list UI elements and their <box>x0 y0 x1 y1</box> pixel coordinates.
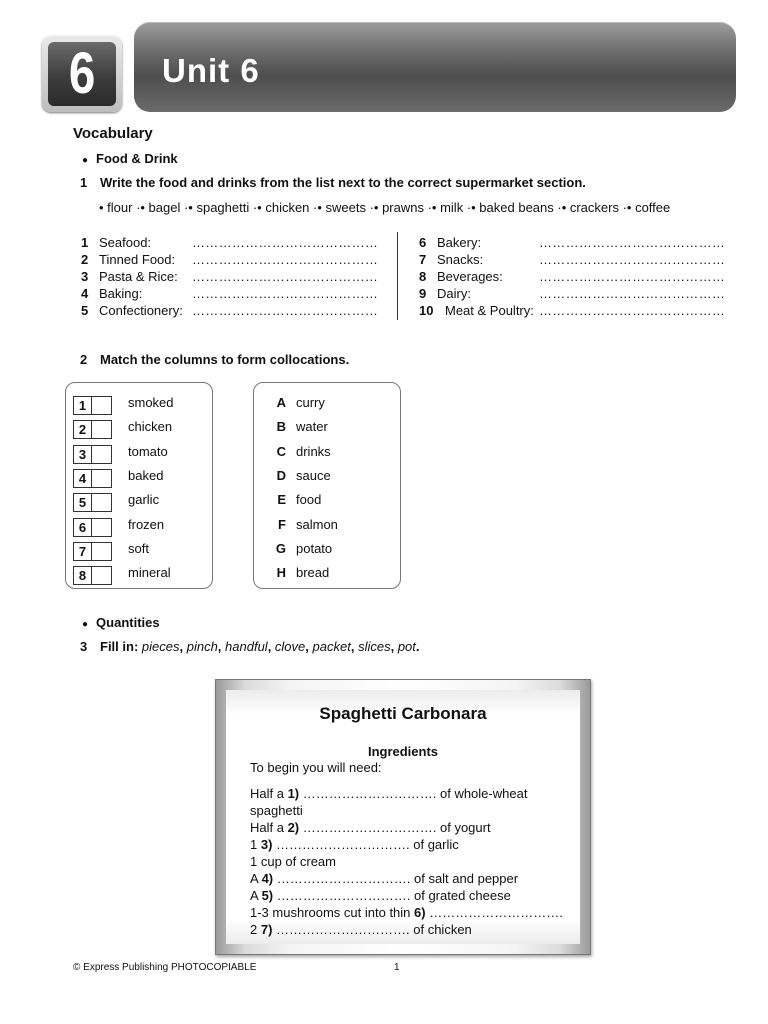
recipe-line <box>250 871 518 886</box>
recipe-line-post: of salt and pepper <box>410 871 519 886</box>
task3-word: slices <box>358 639 391 654</box>
recipe-line-pre: 1-3 mushrooms cut into thin <box>250 905 415 920</box>
recipe-line-post: of whole-wheat <box>436 786 528 801</box>
match-right-item <box>264 564 329 582</box>
answer-box[interactable] <box>73 396 112 415</box>
match-left-word: garlic <box>128 492 160 508</box>
recipe-line <box>250 905 563 920</box>
task2-number: 2 <box>80 352 88 367</box>
task1-row-left <box>81 251 391 268</box>
answer-box-number: 1 <box>74 397 92 414</box>
recipe-gap-number: 5) <box>261 888 274 903</box>
match-left-word: tomato <box>128 443 168 459</box>
recipe-line-post: of yogurt <box>436 820 491 835</box>
recipe-line-pre: A <box>250 888 262 903</box>
answer-box-number: 4 <box>74 470 92 487</box>
answer-box[interactable] <box>73 542 112 561</box>
recipe-gap: …………………………. <box>299 786 437 801</box>
match-right-word: drinks <box>296 443 331 459</box>
task3-separator: . <box>415 639 420 654</box>
task3-number: 3 <box>80 639 88 654</box>
answer-box-number: 5 <box>74 494 92 511</box>
recipe-line <box>250 803 303 818</box>
answer-box-number: 3 <box>74 446 92 463</box>
recipe-line-post: of chicken <box>409 922 472 937</box>
recipe-line-pre: 2 <box>250 922 261 937</box>
task1-row-right <box>419 268 726 285</box>
recipe-line-pre: 1 <box>250 837 261 852</box>
match-right-word: food <box>296 492 322 508</box>
match-right-item <box>264 418 328 436</box>
match-right-word: bread <box>296 565 330 581</box>
match-right-item <box>264 443 331 461</box>
task3-separator: , <box>267 639 275 654</box>
match-left-word: mineral <box>128 565 171 581</box>
footer-copyright: © Express Publishing PHOTOCOPIABLE <box>73 962 257 973</box>
match-right-letter: F <box>278 516 286 532</box>
food-drink-heading-text: Food & Drink <box>96 151 178 166</box>
answer-box-number: 8 <box>74 567 92 584</box>
task1-row-label: Dairy: <box>437 286 471 301</box>
recipe-gap-number: 7) <box>260 922 273 937</box>
match-right-item <box>264 516 338 534</box>
match-left-word: baked <box>128 467 164 483</box>
match-right-box <box>253 382 401 589</box>
task1-word-list: • flour ·• bagel ·• spaghetti ·• chicken ·• sweets ·• prawns ·• milk ·• baked beans ·• crackers ·• coffee <box>99 200 671 215</box>
task1-row-left <box>81 285 391 302</box>
answer-box-number: 2 <box>74 421 92 438</box>
unit-badge <box>42 36 122 112</box>
match-right-item <box>264 540 332 558</box>
task3-separator: , <box>350 639 359 654</box>
recipe-intro: To begin you will need: <box>250 760 382 775</box>
match-right-word: potato <box>296 540 333 556</box>
recipe-line-post: of grated cheese <box>410 888 511 903</box>
task3-separator: , <box>305 639 313 654</box>
recipe-gap: …………………………. <box>299 820 437 835</box>
recipe-line-pre: Half a <box>250 820 288 835</box>
task3-separator: , <box>390 639 398 654</box>
recipe-line-pre: Half a <box>250 786 288 801</box>
match-right-word: water <box>296 419 328 435</box>
answer-box-number: 6 <box>74 519 92 536</box>
task3-word: pieces <box>141 639 180 654</box>
recipe-gap-number: 1) <box>287 786 300 801</box>
recipe-line <box>250 922 472 937</box>
task1-row-right <box>419 234 726 251</box>
task3-fill-in-label: Fill in: <box>100 639 139 654</box>
match-right-letter: E <box>277 492 286 508</box>
recipe-line <box>250 888 511 903</box>
task3-word: pinch <box>186 639 218 654</box>
recipe-card <box>215 679 591 955</box>
task1-answer-line: …………………………………… <box>539 286 726 301</box>
task1-row-label: Pasta & Rice: <box>99 269 178 284</box>
task1-row-number: 3 <box>81 269 89 284</box>
match-right-letter: D <box>276 467 286 483</box>
task1-row-left <box>81 268 391 285</box>
task2-instruction <box>80 352 349 367</box>
task1-row-label: Snacks: <box>437 252 484 267</box>
task1-instruction <box>80 175 586 190</box>
task1-answer-line: …………………………………… <box>539 269 726 284</box>
task1-row-number: 2 <box>81 252 89 267</box>
task3-separator: , <box>217 639 226 654</box>
answer-box[interactable] <box>73 469 112 488</box>
answer-box[interactable] <box>73 518 112 537</box>
recipe-line <box>250 837 459 852</box>
task1-row-right <box>419 302 726 319</box>
task1-row-number: 1 <box>81 235 89 250</box>
task1-answer-line: …………………………………… <box>192 235 379 250</box>
recipe-subtitle: Ingredients <box>367 744 439 759</box>
match-right-letter: H <box>276 565 286 581</box>
column-divider <box>397 232 398 320</box>
match-left-word: soft <box>128 540 149 556</box>
task1-row-number: 5 <box>81 303 89 318</box>
recipe-gap: …………………………. <box>272 922 410 937</box>
answer-box[interactable] <box>73 493 112 512</box>
unit-badge-inner <box>48 42 116 106</box>
recipe-gap: …………………………. <box>273 871 411 886</box>
task1-row-label: Confectionery: <box>99 303 183 318</box>
footer-page-number: 1 <box>394 962 400 973</box>
task1-row-label: Seafood: <box>99 235 152 250</box>
recipe-line-post: of garlic <box>409 837 459 852</box>
task1-answer-line: …………………………………… <box>192 269 379 284</box>
task1-answer-line: …………………………………… <box>539 235 726 250</box>
match-right-item <box>264 491 321 509</box>
task1-row-number: 9 <box>419 286 427 301</box>
recipe-line-pre: 1 cup of cream <box>250 854 336 869</box>
bullet-icon: ● <box>82 155 89 166</box>
vocabulary-heading: Vocabulary <box>73 125 153 142</box>
task1-row-right <box>419 285 726 302</box>
task3-instruction <box>80 639 420 654</box>
match-right-word: sauce <box>296 467 331 483</box>
answer-box-number: 7 <box>74 543 92 560</box>
task1-row-label: Bakery: <box>437 235 482 250</box>
task1-row-number: 10 <box>419 303 434 318</box>
match-left-word: chicken <box>128 419 173 435</box>
recipe-gap-number: 6) <box>414 905 426 920</box>
task1-number: 1 <box>80 175 88 190</box>
task3-word: clove <box>274 639 306 654</box>
recipe-line <box>250 786 527 801</box>
task1-row-number: 7 <box>419 252 427 267</box>
task1-row-right <box>419 251 726 268</box>
task3-words <box>142 639 420 654</box>
match-right-letter: C <box>276 443 286 459</box>
task1-row-label: Beverages: <box>437 269 503 284</box>
unit-banner <box>134 22 736 112</box>
recipe-line-pre: spaghetti <box>250 803 303 818</box>
task2-instruction-text: Match the columns to form collocations. <box>100 352 350 367</box>
task3-word: pot <box>397 639 416 654</box>
match-right-word: salmon <box>296 516 338 532</box>
recipe-card-inner <box>226 690 580 944</box>
match-right-item <box>264 467 331 485</box>
task3-separator: , <box>179 639 187 654</box>
task1-answer-line: …………………………………… <box>539 252 726 267</box>
answer-box[interactable] <box>73 420 112 439</box>
task1-answer-line: …………………………………… <box>539 303 726 318</box>
task1-answer-line: …………………………………… <box>192 303 379 318</box>
task1-answer-line: …………………………………… <box>192 286 379 301</box>
recipe-line <box>250 854 336 869</box>
task1-row-label: Baking: <box>99 286 143 301</box>
answer-box[interactable] <box>73 445 112 464</box>
match-right-letter: B <box>276 419 286 435</box>
recipe-gap: …………………………. <box>272 837 410 852</box>
match-left-word: smoked <box>128 395 174 410</box>
recipe-gap-number: 4) <box>261 871 274 886</box>
match-left-word: frozen <box>128 516 165 532</box>
task1-row-label: Tinned Food: <box>99 252 176 267</box>
match-right-letter: G <box>275 540 286 556</box>
task1-row-number: 6 <box>419 235 427 250</box>
recipe-gap-number: 3) <box>260 837 273 852</box>
task1-row-left <box>81 234 391 251</box>
match-right-word: curry <box>296 395 325 410</box>
task1-row-left <box>81 302 391 319</box>
recipe-title: Spaghetti Carbonara <box>319 704 487 723</box>
answer-box[interactable] <box>73 566 112 585</box>
recipe-line-pre: A <box>250 871 262 886</box>
match-right-letter: A <box>276 395 286 410</box>
task1-answer-line: …………………………………… <box>192 252 379 267</box>
recipe-gap-number: 2) <box>287 820 300 835</box>
food-drink-heading <box>82 151 178 166</box>
recipe-gap: …………………………. <box>425 905 563 920</box>
match-right-item <box>264 394 325 412</box>
task1-row-number: 4 <box>81 286 89 301</box>
quantities-heading-text: Quantities <box>96 615 160 630</box>
task3-word: handful <box>225 639 268 654</box>
task3-word: packet <box>312 639 351 654</box>
task1-instruction-text: Write the food and drinks from the list next to the correct supermarket section. <box>100 175 586 190</box>
task1-row-number: 8 <box>419 269 427 284</box>
task1-row-label: Meat & Poultry: <box>445 303 534 318</box>
unit-title: Unit 6 <box>162 52 260 89</box>
quantities-heading <box>82 615 160 630</box>
unit-number: 6 <box>68 41 96 106</box>
recipe-line <box>250 820 491 835</box>
match-left-box <box>65 382 213 589</box>
recipe-gap: …………………………. <box>273 888 411 903</box>
bullet-icon: ● <box>82 619 89 630</box>
